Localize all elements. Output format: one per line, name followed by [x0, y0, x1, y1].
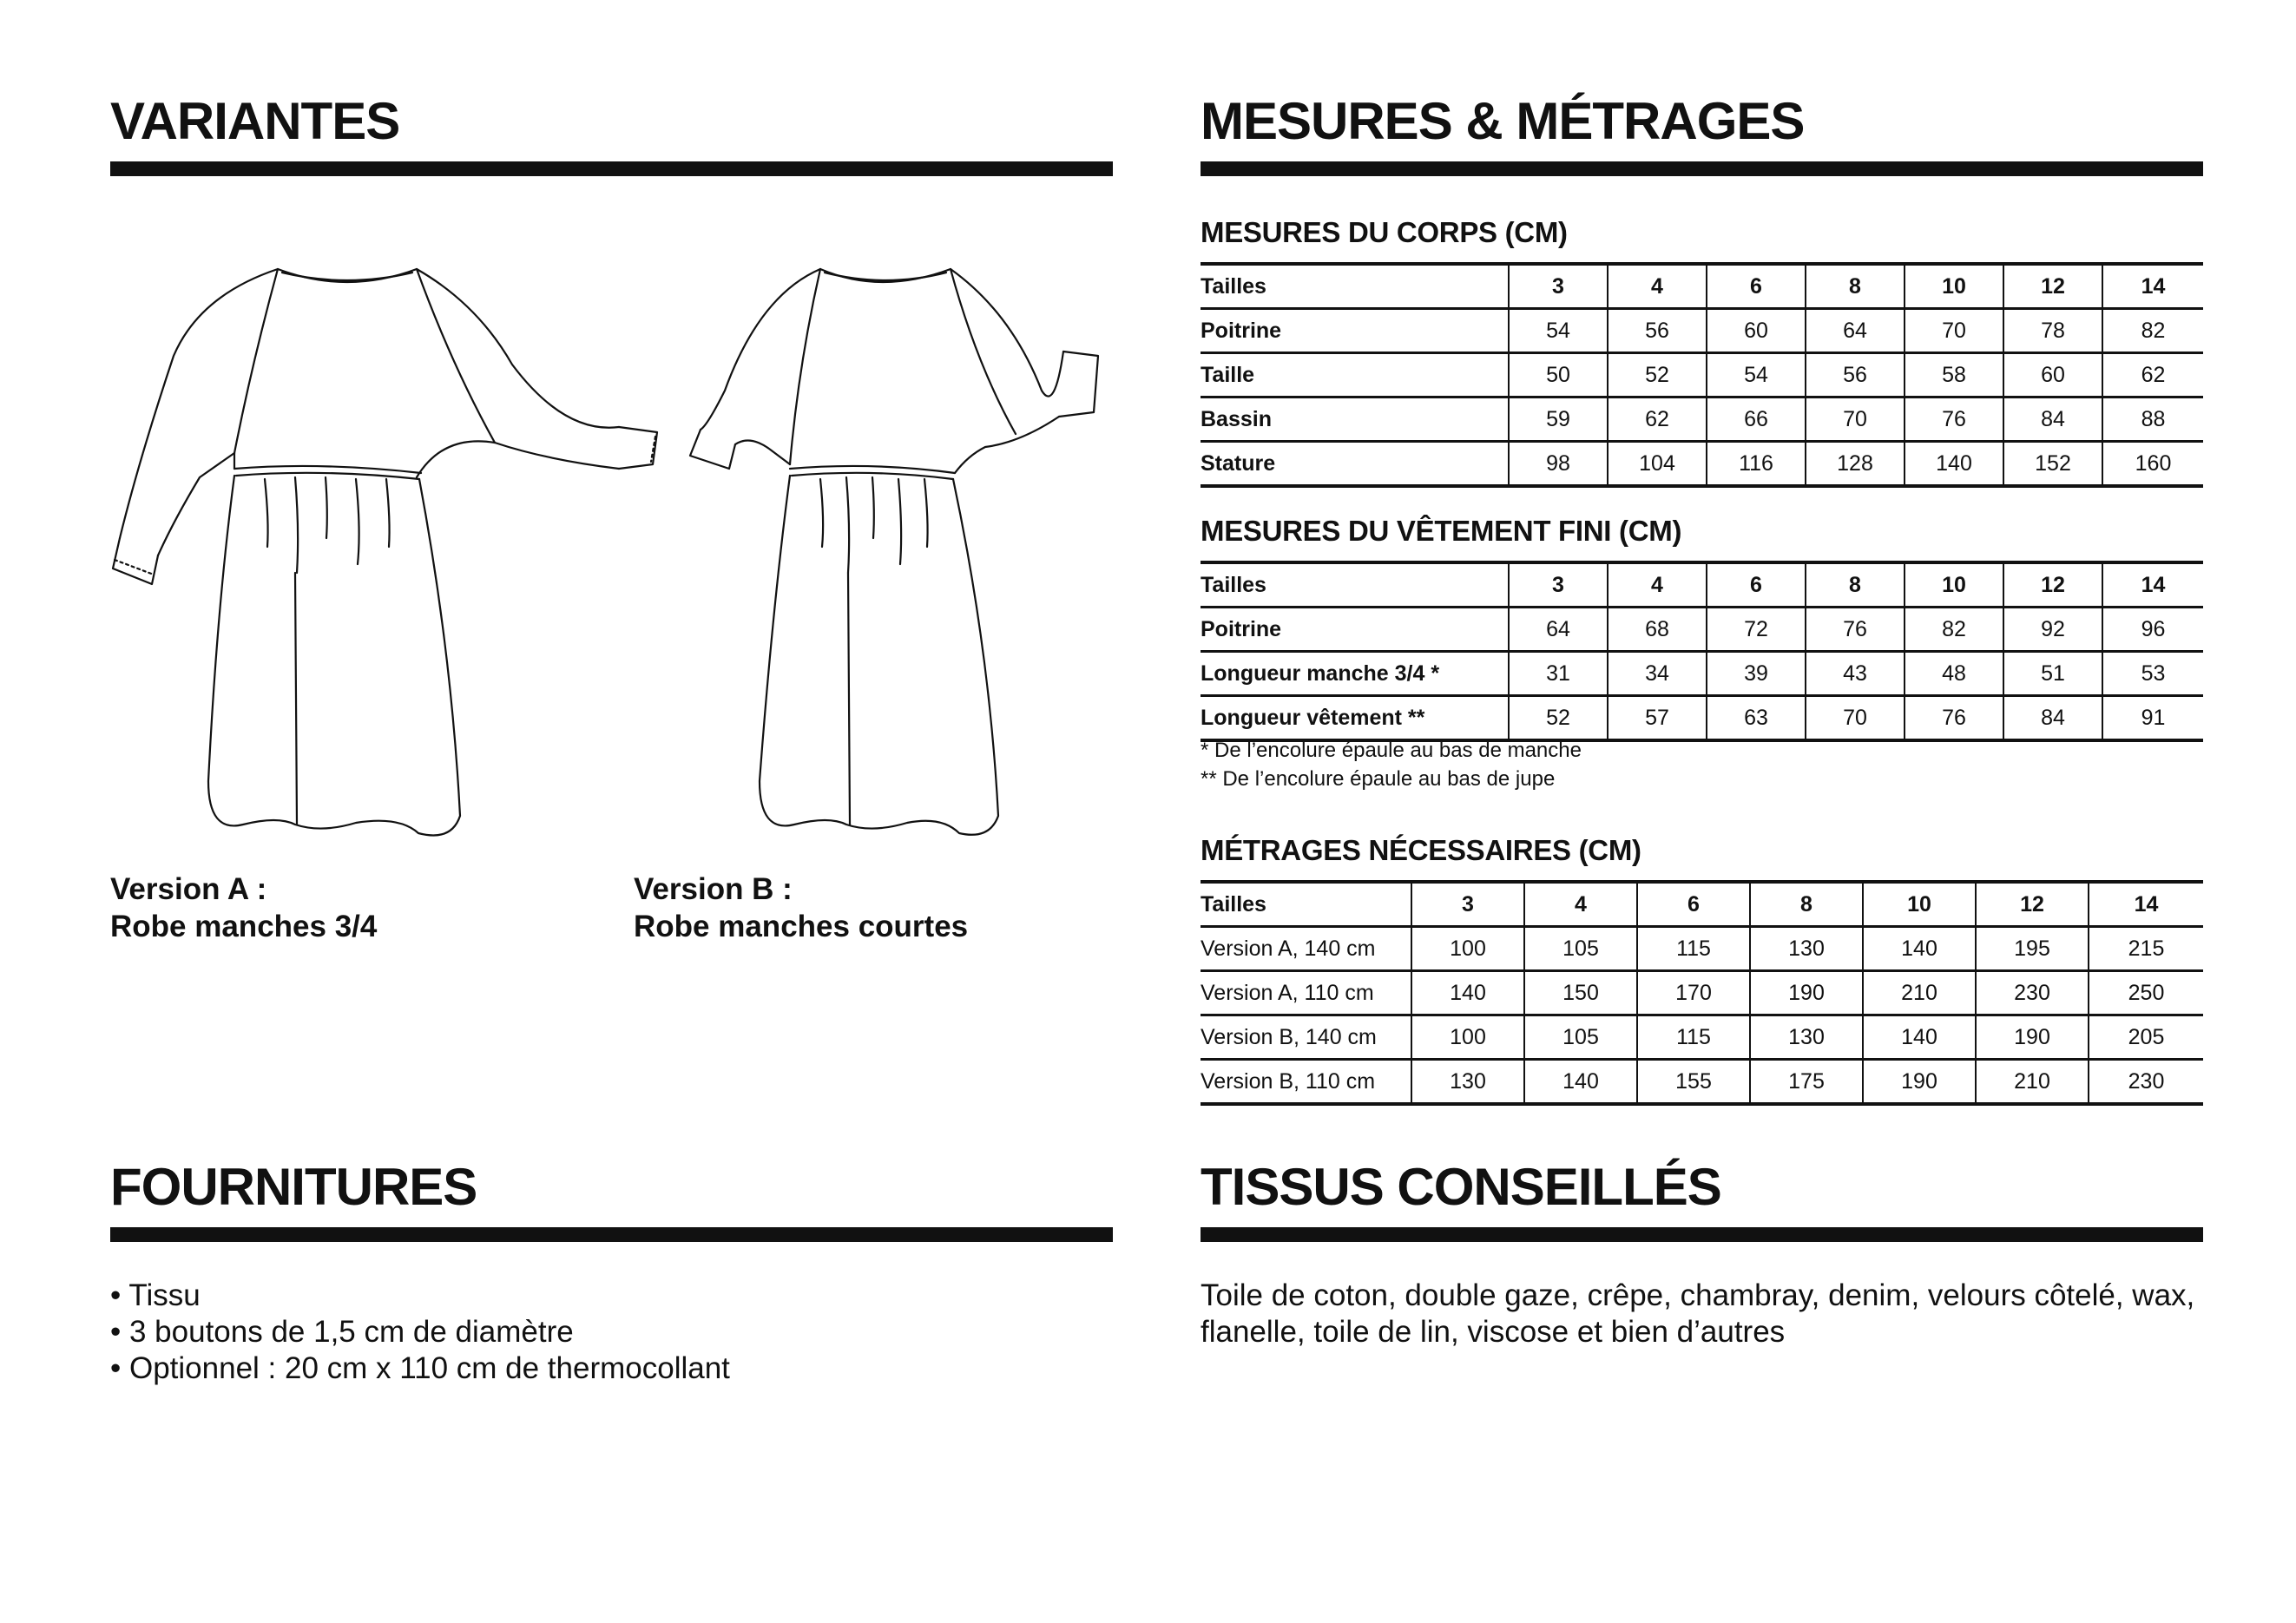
table-cell: 140 — [1863, 927, 1976, 971]
list-item: • Optionnel : 20 cm x 110 cm de thermocollant — [110, 1350, 730, 1387]
table-cell: 210 — [1863, 971, 1976, 1015]
table-cell: 4 — [1524, 882, 1637, 927]
table-cell: Longueur manche 3/4 * — [1201, 652, 1509, 696]
table-cell: 10 — [1863, 882, 1976, 927]
table-cell: 104 — [1608, 442, 1707, 487]
table-cell: 215 — [2089, 927, 2203, 971]
table-cell: 64 — [1509, 608, 1608, 652]
variantes-title: VARIANTES — [110, 92, 400, 150]
table-cell: 8 — [1750, 882, 1863, 927]
table-cell: 14 — [2089, 882, 2203, 927]
table-cell: 3 — [1411, 882, 1524, 927]
table-cell: 60 — [2003, 353, 2102, 398]
table-cell: 98 — [1509, 442, 1608, 487]
metrages-table — [1201, 880, 2203, 1106]
table-cell: 50 — [1509, 353, 1608, 398]
tissus-title: TISSUS CONSEILLÉS — [1201, 1158, 1721, 1216]
table-cell: 56 — [1608, 309, 1707, 353]
table-cell: 43 — [1806, 652, 1905, 696]
table-row — [1201, 264, 2203, 309]
table-cell: 4 — [1608, 562, 1707, 608]
table-cell: 128 — [1806, 442, 1905, 487]
table-cell: 82 — [2102, 309, 2203, 353]
footnote: * De l’encolure épaule au bas de manche — [1201, 739, 1582, 762]
table-cell: Version A, 140 cm — [1201, 927, 1411, 971]
fournitures-title: FOURNITURES — [110, 1158, 477, 1216]
table-cell: 115 — [1637, 927, 1750, 971]
table-cell: 52 — [1509, 696, 1608, 741]
dress-three-quarter-sleeve-icon — [113, 260, 668, 842]
table-cell: 250 — [2089, 971, 2203, 1015]
table-cell: 105 — [1524, 927, 1637, 971]
table-cell: 59 — [1509, 398, 1608, 442]
table-cell: 12 — [2003, 562, 2102, 608]
table-cell: 170 — [1637, 971, 1750, 1015]
table-cell: 100 — [1411, 1015, 1524, 1060]
table-cell: 57 — [1608, 696, 1707, 741]
table-cell: Poitrine — [1201, 309, 1509, 353]
fournitures-rule — [110, 1227, 1113, 1242]
table-row — [1201, 398, 2203, 442]
table-cell: 130 — [1750, 1015, 1863, 1060]
table-cell: 76 — [1905, 696, 2003, 741]
vetement-title: MESURES DU VÊTEMENT FINI (CM) — [1201, 515, 1682, 547]
table-cell: 140 — [1524, 1060, 1637, 1105]
table-cell: 160 — [2102, 442, 2203, 487]
table-cell: 56 — [1806, 353, 1905, 398]
table-row — [1201, 927, 2203, 971]
table-cell: 70 — [1905, 309, 2003, 353]
table-cell: 91 — [2102, 696, 2203, 741]
table-cell: 92 — [2003, 608, 2102, 652]
table-cell: 66 — [1707, 398, 1806, 442]
table-cell: 130 — [1411, 1060, 1524, 1105]
table-cell: 10 — [1905, 562, 2003, 608]
version-a-caption — [110, 871, 377, 945]
table-cell: 140 — [1411, 971, 1524, 1015]
table-row — [1201, 442, 2203, 487]
table-cell: 51 — [2003, 652, 2102, 696]
table-row — [1201, 562, 2203, 608]
table-cell: 48 — [1905, 652, 2003, 696]
table-cell: 230 — [2089, 1060, 2203, 1105]
table-cell: 8 — [1806, 264, 1905, 309]
table-cell: 105 — [1524, 1015, 1637, 1060]
table-cell: 68 — [1608, 608, 1707, 652]
table-cell: Taille — [1201, 353, 1509, 398]
table-cell: Version B, 110 cm — [1201, 1060, 1411, 1105]
version-b-caption — [634, 871, 968, 945]
mesures-title: MESURES & MÉTRAGES — [1201, 92, 1805, 150]
table-cell: 84 — [2003, 398, 2102, 442]
table-cell: 12 — [2003, 264, 2102, 309]
table-cell: 6 — [1707, 264, 1806, 309]
table-cell: 175 — [1750, 1060, 1863, 1105]
table-row — [1201, 1060, 2203, 1105]
corps-table — [1201, 262, 2203, 488]
table-cell: 88 — [2102, 398, 2203, 442]
table-cell: 100 — [1411, 927, 1524, 971]
table-cell: 62 — [2102, 353, 2203, 398]
table-cell: 64 — [1806, 309, 1905, 353]
tissus-text: Toile de coton, double gaze, crêpe, chambray, denim, velours côtelé, wax, flanelle, toile de lin, viscose et bien d’autres — [1201, 1278, 2195, 1349]
table-cell: 230 — [1976, 971, 2089, 1015]
dress-short-sleeve-icon — [690, 260, 1124, 842]
table-cell: Tailles — [1201, 264, 1509, 309]
table-cell: 70 — [1806, 398, 1905, 442]
table-cell: 6 — [1637, 882, 1750, 927]
table-cell: 4 — [1608, 264, 1707, 309]
table-cell: 78 — [2003, 309, 2102, 353]
table-cell: 34 — [1608, 652, 1707, 696]
mesures-rule — [1201, 161, 2203, 176]
table-cell: 76 — [1806, 608, 1905, 652]
table-row — [1201, 608, 2203, 652]
table-cell: 58 — [1905, 353, 2003, 398]
table-cell: 70 — [1806, 696, 1905, 741]
vetement-notes — [1201, 736, 1582, 793]
table-cell: 115 — [1637, 1015, 1750, 1060]
table-cell: Bassin — [1201, 398, 1509, 442]
table-row — [1201, 882, 2203, 927]
table-cell: Tailles — [1201, 562, 1509, 608]
table-cell: 3 — [1509, 562, 1608, 608]
table-cell: 53 — [2102, 652, 2203, 696]
table-cell: 150 — [1524, 971, 1637, 1015]
footnote: ** De l’encolure épaule au bas de jupe — [1201, 767, 1556, 791]
variantes-rule — [110, 161, 1113, 176]
version-b-label: Version B : — [634, 872, 793, 906]
table-cell: 130 — [1750, 927, 1863, 971]
table-cell: 205 — [2089, 1015, 2203, 1060]
table-row — [1201, 353, 2203, 398]
table-cell: Version B, 140 cm — [1201, 1015, 1411, 1060]
table-row — [1201, 696, 2203, 741]
table-cell: 3 — [1509, 264, 1608, 309]
table-cell: 12 — [1976, 882, 2089, 927]
table-cell: 10 — [1905, 264, 2003, 309]
table-cell: 96 — [2102, 608, 2203, 652]
corps-title: MESURES DU CORPS (CM) — [1201, 216, 1568, 248]
table-cell: 52 — [1608, 353, 1707, 398]
table-cell: 14 — [2102, 264, 2203, 309]
table-cell: Stature — [1201, 442, 1509, 487]
table-cell: 140 — [1905, 442, 2003, 487]
table-cell: 72 — [1707, 608, 1806, 652]
list-item: • 3 boutons de 1,5 cm de diamètre — [110, 1314, 730, 1350]
table-row — [1201, 971, 2203, 1015]
metrages-title: MÉTRAGES NÉCESSAIRES (CM) — [1201, 834, 1641, 866]
table-row — [1201, 1015, 2203, 1060]
table-cell: 155 — [1637, 1060, 1750, 1105]
vetement-table — [1201, 561, 2203, 742]
table-cell: Poitrine — [1201, 608, 1509, 652]
table-cell: 62 — [1608, 398, 1707, 442]
table-cell: 14 — [2102, 562, 2203, 608]
table-cell: 210 — [1976, 1060, 2089, 1105]
table-cell: 190 — [1863, 1060, 1976, 1105]
table-cell: Longueur vêtement ** — [1201, 696, 1509, 741]
list-item: • Tissu — [110, 1278, 730, 1314]
table-cell: 54 — [1509, 309, 1608, 353]
table-cell: 195 — [1976, 927, 2089, 971]
table-cell: 63 — [1707, 696, 1806, 741]
table-cell: 54 — [1707, 353, 1806, 398]
table-cell: 82 — [1905, 608, 2003, 652]
table-row — [1201, 652, 2203, 696]
table-cell: 190 — [1976, 1015, 2089, 1060]
table-cell: Tailles — [1201, 882, 1411, 927]
table-cell: 31 — [1509, 652, 1608, 696]
table-cell: 60 — [1707, 309, 1806, 353]
tissus-rule — [1201, 1227, 2203, 1242]
table-row — [1201, 309, 2203, 353]
version-a-desc: Robe manches 3/4 — [110, 910, 378, 943]
table-cell: 6 — [1707, 562, 1806, 608]
table-cell: 140 — [1863, 1015, 1976, 1060]
fournitures-list — [110, 1278, 730, 1387]
table-cell: 116 — [1707, 442, 1806, 487]
version-a-label: Version A : — [110, 872, 267, 906]
table-cell: 8 — [1806, 562, 1905, 608]
table-cell: Version A, 110 cm — [1201, 971, 1411, 1015]
table-cell: 84 — [2003, 696, 2102, 741]
version-b-desc: Robe manches courtes — [634, 910, 969, 943]
table-cell: 190 — [1750, 971, 1863, 1015]
table-cell: 76 — [1905, 398, 2003, 442]
table-cell: 152 — [2003, 442, 2102, 487]
table-cell: 39 — [1707, 652, 1806, 696]
